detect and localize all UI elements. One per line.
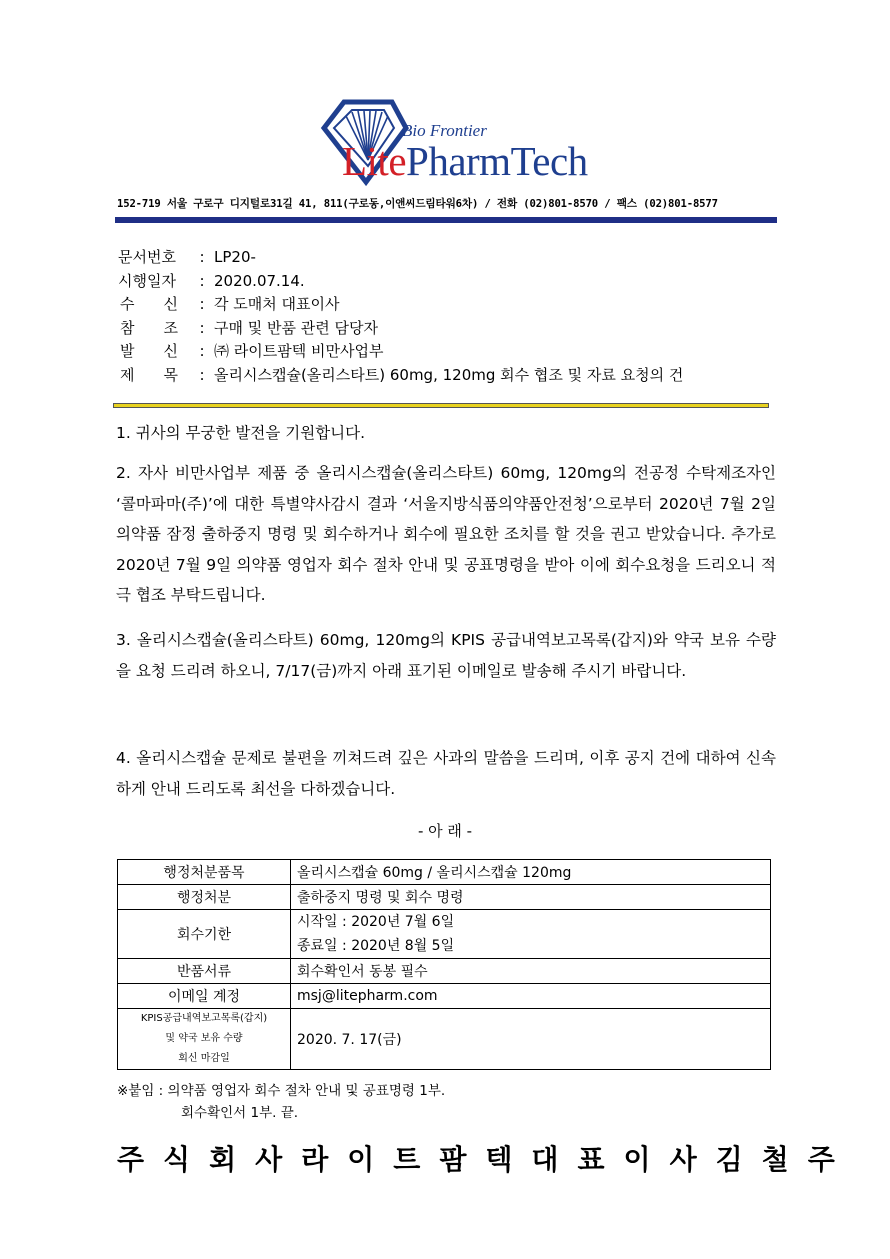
table-value: 출하중지 명령 및 회수 명령	[291, 885, 771, 910]
table-label: 이메일 계정	[118, 984, 291, 1009]
meta-doc-no-label: 문서번호	[118, 248, 176, 266]
meta-colon: :	[199, 248, 205, 266]
table-label-deadline: KPIS공급내역보고목록(갑지) 및 약국 보유 수량 회신 마감일	[118, 1009, 291, 1070]
meta-to	[118, 293, 798, 317]
email-value: msj@litepharm.com	[291, 984, 771, 1009]
table-value: 올리시스캡슐 60mg / 올리시스캡슐 120mg	[291, 860, 771, 885]
table-label: 반품서류	[118, 959, 291, 984]
paragraph-3: 3. 올리시스캡슐(올리스타트) 60mg, 120mg의 KPIS 공급내역보고목록(갑지)와 약국 보유 수량을 요청 드리려 하오니, 7/17(금)까지 아래 표기된 이메일로 발송해 주시기 바랍니다.	[116, 631, 776, 680]
table-label: 행정처분	[118, 885, 291, 910]
paragraph-2: 2. 자사 비만사업부 제품 중 올리시스캡슐(올리스타트) 60mg, 120mg의 전공정 수탁제조자인 ‘콜마파마(주)’에 대한 특별약사감시 결과 ‘서울지방식품의약품안전청’으로부터 2020년 7월 2일 의약품 잠정 출하중지 명령 및 회수하거나 회수에 필요한 조치를 할 것을 권고 받았습니다. 추가로 2020년 7월 9일 의약품 영업자 회수 절차 안내 및 공표명령을 받아 이에 회수요청을 드리오니 적극 협조 부탁드립니다.	[116, 464, 776, 604]
header-divider	[115, 217, 777, 223]
logo-tagline: Bio Frontier	[402, 121, 487, 140]
table-row	[118, 885, 771, 910]
recall-end-date: 종료일 : 2020년 8월 5일	[297, 938, 455, 954]
meta-subject-value: 올리시스캡슐(올리스타트) 60mg, 120mg 회수 협조 및 자료 요청의 건	[214, 365, 684, 384]
logo-wordmark	[342, 138, 588, 184]
paragraph-1: 1. 귀사의 무궁한 발전을 기원합니다.	[116, 424, 366, 442]
meta-doc-no-value: LP20-	[214, 248, 256, 266]
table-label: 회수기한	[118, 910, 291, 959]
recall-info-table	[117, 859, 771, 1070]
meta-subject	[118, 364, 798, 388]
meta-from-label: 발 신	[120, 342, 178, 360]
meta-colon: :	[199, 271, 205, 290]
meta-colon: :	[199, 318, 205, 337]
meta-to-label: 수 신	[120, 295, 178, 313]
meta-date	[118, 270, 798, 294]
meta-date-value: 2020.07.14.	[214, 271, 305, 290]
meta-colon: :	[199, 342, 205, 360]
table-row	[118, 1009, 771, 1070]
subject-divider	[113, 403, 769, 408]
table-row	[118, 984, 771, 1009]
attachment-note	[117, 1080, 445, 1124]
meta-ref-label: 참 조	[120, 318, 178, 337]
table-value: 회수확인서 동봉 필수	[291, 959, 771, 984]
logo-wordmark-lite: Lite	[342, 138, 407, 184]
document-meta	[118, 246, 798, 387]
below-heading: - 아 래 -	[417, 822, 473, 840]
meta-doc-no	[118, 246, 798, 270]
table-value-period	[291, 910, 771, 959]
meta-from-value: ㈜ 라이트팜텍 비만사업부	[214, 342, 384, 360]
table-row	[118, 910, 771, 959]
meta-ref	[118, 317, 798, 341]
meta-from	[118, 340, 798, 364]
meta-colon: :	[199, 365, 205, 384]
table-label: 행정처분품목	[118, 860, 291, 885]
meta-colon: :	[199, 295, 205, 313]
signature-line: 주식회사라이트팜텍대표이사김철주	[117, 1143, 854, 1176]
company-address: 152-719 서울 구로구 디지털로31길 41, 811(구로동,이앤씨드림타워6차) / 전화 (02)801-8570 / 팩스 (02)801-8577	[117, 198, 718, 210]
meta-to-value: 각 도매처 대표이사	[214, 295, 340, 313]
table-row	[118, 860, 771, 885]
paragraph-4: 4. 올리시스캡슐 문제로 불편을 끼쳐드려 깊은 사과의 말씀을 드리며, 이후 공지 건에 대하여 신속하게 안내 드리도록 최선을 다하겠습니다.	[116, 749, 776, 798]
attachment-line-1: ※붙임 : 의약품 영업자 회수 절차 안내 및 공표명령 1부.	[117, 1083, 446, 1099]
meta-subject-label: 제 목	[120, 365, 178, 384]
attachment-line-2: 회수확인서 1부. 끝.	[181, 1105, 299, 1121]
meta-ref-value: 구매 및 반품 관련 담당자	[214, 318, 378, 337]
recall-start-date: 시작일 : 2020년 7월 6일	[297, 914, 455, 930]
table-row	[118, 959, 771, 984]
deadline-value: 2020. 7. 17(금)	[291, 1009, 771, 1070]
logo-wordmark-pharmtech: PharmTech	[406, 138, 588, 184]
meta-date-label: 시행일자	[118, 271, 176, 290]
